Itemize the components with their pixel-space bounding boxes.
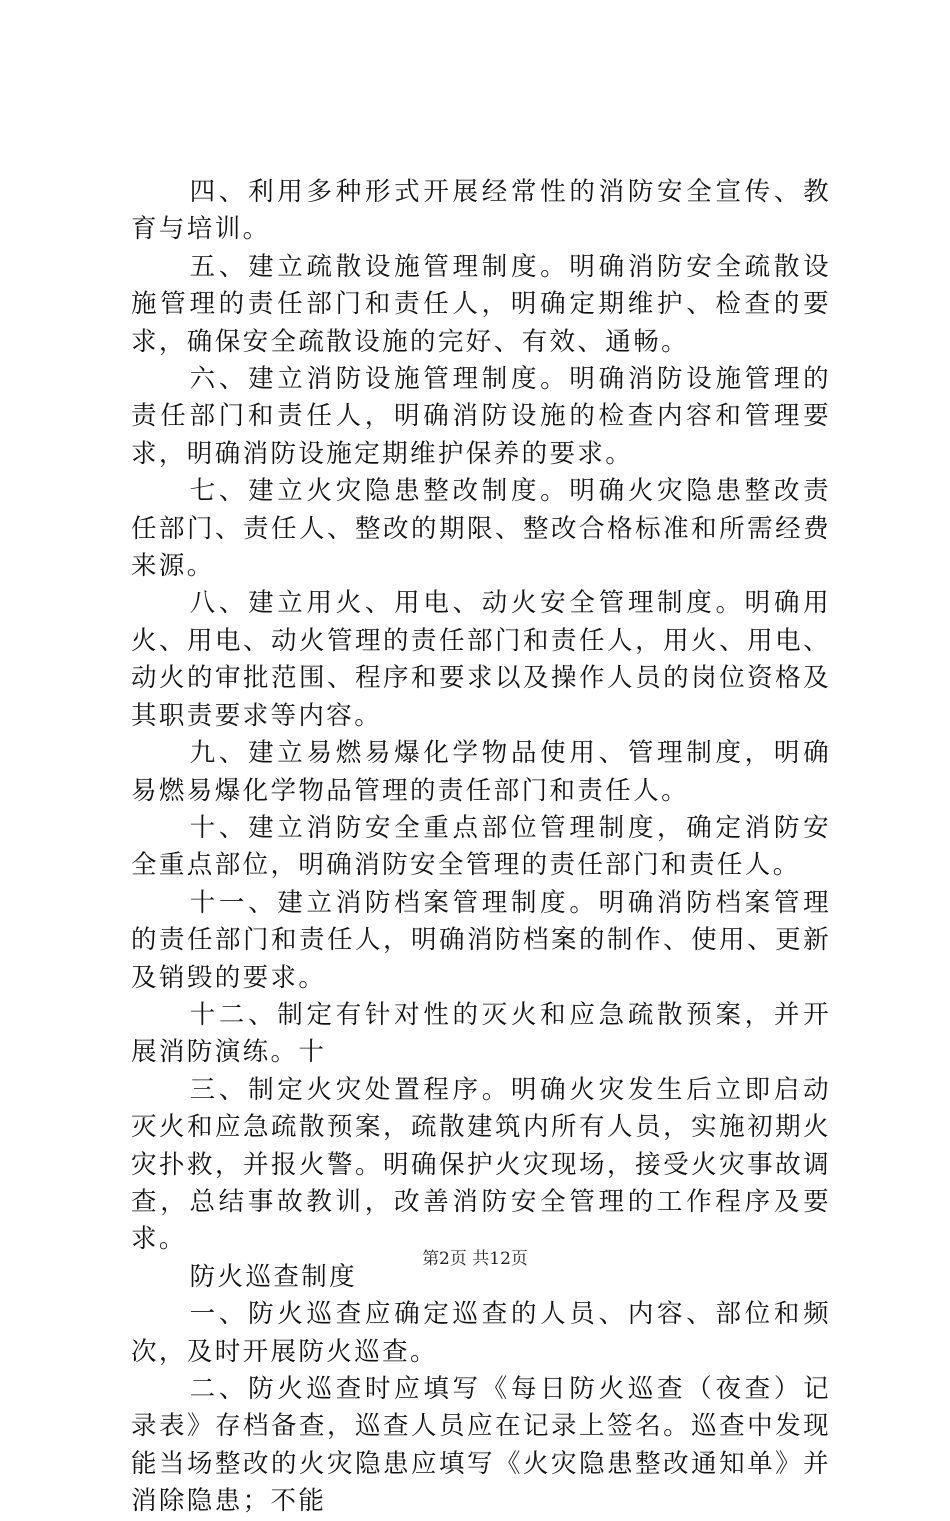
paragraph-8: 八、建立用火、用电、动火安全管理制度。明确用火、用电、动火管理的责任部门和责任人，用火、用电、动火的审批范围、程序和要求以及操作人员的岗位资格及其职责要求等内容。: [131, 588, 831, 731]
patrol-paragraph-2: 二、防火巡查时应填写《每日防火巡查（夜查）记录表》存档备查，巡查人员应在记录上签名。巡查中发现能当场整改的火灾隐患应填写《火灾隐患整改通知单》并消除隐患；不能: [131, 1374, 831, 1517]
section-heading: 防火巡查制度: [189, 1261, 358, 1292]
paragraph-11: 十一、建立消防档案管理制度。明确消防档案管理的责任部门和责任人，明确消防档案的制作、使用、更新及销毁的要求。: [131, 887, 831, 993]
paragraph-4: 四、利用多种形式开展经常性的消防安全宣传、教育与培训。: [131, 177, 831, 245]
document-body: [131, 174, 831, 1521]
paragraph-10: 十、建立消防安全重点部位管理制度，确定消防安全重点部位，明确消防安全管理的责任部门和责任人。: [131, 812, 831, 881]
paragraph-9: 九、建立易燃易爆化学物品使用、管理制度，明确易燃易爆化学物品管理的责任部门和责任人。: [131, 738, 831, 806]
page-footer: 第2页 共12页: [422, 1249, 528, 1269]
paragraph-6: 六、建立消防设施管理制度。明确消防设施管理的责任部门和责任人，明确消防设施的检查内容和管理要求，明确消防设施定期维护保养的要求。: [131, 364, 831, 469]
paragraph-13: 三、制定火灾处置程序。明确火灾发生后立即启动灭火和应急疏散预案，疏散建筑内所有人员，实施初期火灾扑救，并报火警。明确保护火灾现场，接受火灾事故调查，总结事故教训，改善消防安全管理的工作程序及要求。: [131, 1074, 831, 1255]
paragraph-7: 七、建立火灾隐患整改制度。明确火灾隐患整改责任部门、责任人、整改的期限、整改合格标准和所需经费来源。: [131, 476, 831, 582]
paragraph-12: 十二、制定有针对性的灭火和应急疏散预案，并开展消防演练。十: [131, 999, 831, 1068]
paragraph-5: 五、建立疏散设施管理制度。明确消防安全疏散设施管理的责任部门和责任人，明确定期维护、检查的要求，确保安全疏散设施的完好、有效、通畅。: [131, 251, 831, 357]
patrol-paragraph-1: 一、防火巡查应确定巡查的人员、内容、部位和频次，及时开展防火巡查。: [131, 1299, 831, 1367]
